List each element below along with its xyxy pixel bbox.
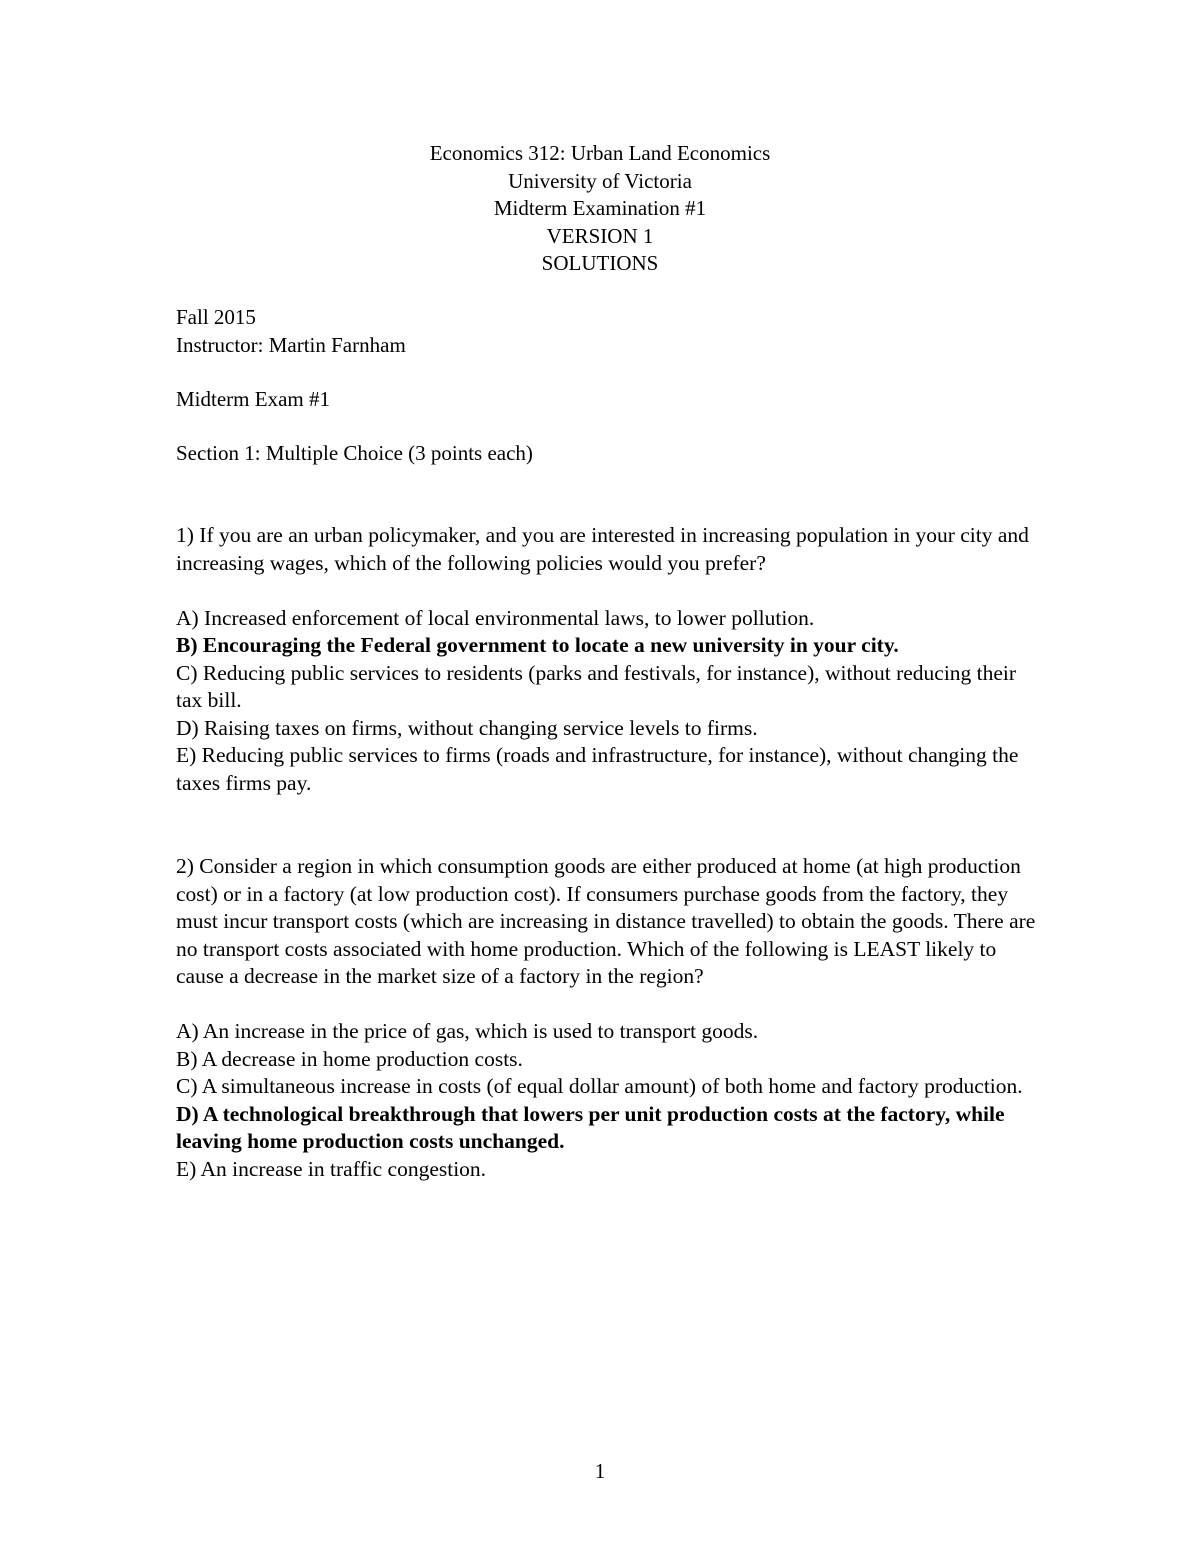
answer-option-b: B) A decrease in home production costs. (176, 1046, 523, 1071)
section-title: Section 1: Multiple Choice (3 points each) (176, 441, 533, 465)
answer-option-e: E) An increase in traffic congestion. (176, 1156, 487, 1181)
question-stem: 2) Consider a region in which consumption goods are either produced at home (at high production cost) or in a factory (at low production cost). If consumers purchase goods from the factory, they must incur transport costs (which are increasing in distance travelled) to obtain the goods. There are no transport costs associated with home production. Which of the following is LEAST likely to cause a decrease in the market size of a factory in the region? (176, 854, 1036, 988)
answer-option-a: A) Increased enforcement of local environmental laws, to lower pollution. (176, 605, 815, 630)
answer-option-e: E) Reducing public services to firms (roads and infrastructure, for instance), without changing the taxes firms pay. (176, 743, 1019, 795)
answer-option-d: D) Raising taxes on firms, without changing service levels to firms. (176, 715, 758, 740)
version-label: VERSION 1 (546, 223, 654, 248)
question-2 (176, 853, 1036, 1183)
answer-option-a: A) An increase in the price of gas, which is used to transport goods. (176, 1019, 759, 1043)
term-label: Fall 2015 (176, 305, 256, 329)
question-stem: 1) If you are an urban policymaker, and you are interested in increasing population in your city and increasing wages, which of the following policies would you prefer? (176, 523, 1029, 575)
page-number: 1 (594, 1459, 606, 1483)
exam-meta (176, 304, 406, 359)
answer-option-c: C) Reducing public services to residents (parks and festivals, for instance), without reducing their tax bill. (176, 660, 1017, 712)
document-header (0, 140, 1200, 278)
exam-title: Midterm Examination #1 (493, 196, 707, 220)
answer-option-b-correct: B) Encouraging the Federal government to locate a new university in your city. (176, 633, 899, 657)
solutions-label: SOLUTIONS (541, 251, 659, 275)
exam-label: Midterm Exam #1 (176, 387, 330, 411)
answer-option-c: C) A simultaneous increase in costs (of equal dollar amount) of both home and factory production. (176, 1074, 1023, 1098)
course-title: Economics 312: Urban Land Economics (429, 141, 771, 165)
university-name: University of Victoria (508, 168, 692, 193)
instructor-label: Instructor: Martin Farnham (176, 332, 406, 357)
question-1 (176, 522, 1036, 797)
answer-option-d-correct: D) A technological breakthrough that lowers per unit production costs at the factory, while leaving home production costs unchanged. (176, 1101, 1005, 1153)
